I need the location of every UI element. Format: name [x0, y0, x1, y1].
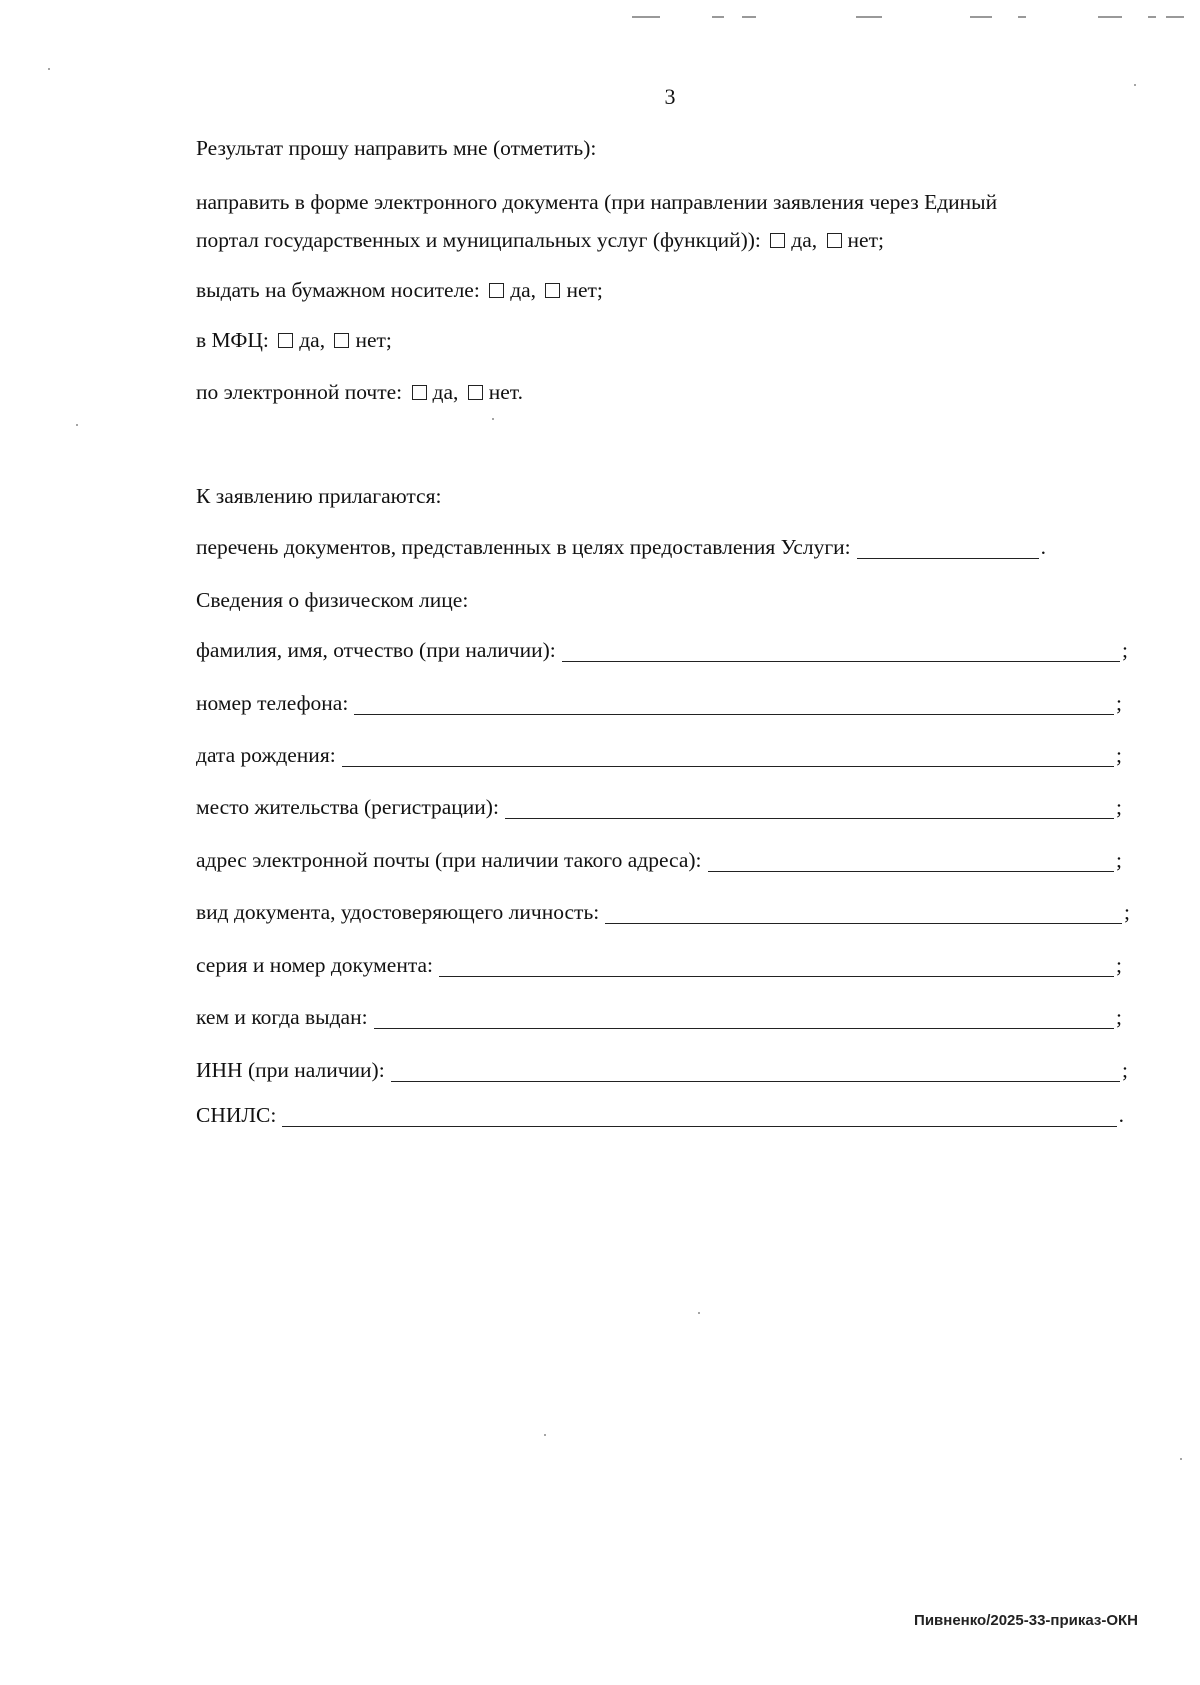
attachments-heading: К заявлению прилагаются: — [196, 484, 442, 508]
email-option — [196, 382, 523, 404]
documents-list-row — [196, 537, 1046, 559]
page-number: 3 — [664, 84, 676, 109]
issued-by-date-row — [196, 1007, 1122, 1029]
scan-artifact — [1098, 16, 1122, 18]
line-end: ; — [1116, 848, 1122, 872]
mfc-option-label: в МФЦ: — [196, 328, 269, 352]
scan-artifact — [712, 16, 724, 18]
full-name-field[interactable] — [562, 643, 1120, 662]
yes-label: да, — [510, 278, 537, 302]
scan-artifact — [1180, 1458, 1182, 1460]
residence-field[interactable] — [505, 800, 1114, 819]
scan-artifact — [856, 16, 882, 18]
residence-row — [196, 797, 1122, 819]
no-label: нет; — [355, 328, 392, 352]
phone-field[interactable] — [354, 696, 1114, 715]
email-address-field[interactable] — [708, 853, 1115, 872]
full-name-label: фамилия, имя, отчество (при наличии): — [196, 638, 556, 662]
checkbox-yes[interactable] — [278, 333, 293, 348]
snils-field[interactable] — [282, 1108, 1116, 1127]
checkbox-no[interactable] — [334, 333, 349, 348]
mfc-option — [196, 330, 392, 352]
yes-label: да, — [791, 228, 818, 252]
inn-label: ИНН (при наличии): — [196, 1058, 385, 1082]
scan-artifact — [970, 16, 992, 18]
scan-artifact — [76, 424, 78, 426]
line-end: . — [1118, 1103, 1124, 1127]
inn-row — [196, 1060, 1128, 1082]
documents-list-field[interactable] — [857, 540, 1039, 559]
electronic-option — [196, 230, 884, 252]
scan-artifact — [698, 1312, 700, 1314]
line-end: ; — [1116, 1005, 1122, 1029]
checkbox-no[interactable] — [827, 233, 842, 248]
scan-artifact — [48, 68, 50, 70]
checkbox-yes[interactable] — [489, 283, 504, 298]
no-label: нет. — [488, 380, 523, 404]
line-end: ; — [1116, 691, 1122, 715]
line-end: ; — [1124, 900, 1130, 924]
line-end: . — [1040, 535, 1047, 559]
scan-artifact — [1148, 16, 1156, 18]
paper-option — [196, 280, 603, 302]
snils-row — [196, 1105, 1124, 1127]
checkbox-yes[interactable] — [412, 385, 427, 400]
no-label: нет; — [566, 278, 603, 302]
phone-label: номер телефона: — [196, 691, 349, 715]
line-end: ; — [1122, 1058, 1128, 1082]
scan-artifact — [492, 418, 494, 420]
birth-date-row — [196, 745, 1122, 767]
birth-date-label: дата рождения: — [196, 743, 336, 767]
scan-artifact — [1018, 16, 1026, 18]
yes-label: да, — [299, 328, 326, 352]
no-label: нет; — [847, 228, 884, 252]
line-end: ; — [1116, 795, 1122, 819]
result-heading: Результат прошу направить мне (отметить): — [196, 136, 597, 160]
checkbox-yes[interactable] — [770, 233, 785, 248]
birth-date-field[interactable] — [342, 748, 1114, 767]
documents-list-label: перечень документов, представленных в целях предоставления Услуги: — [196, 535, 851, 559]
document-series-number-label: серия и номер документа: — [196, 953, 433, 977]
issued-by-date-field[interactable] — [374, 1010, 1114, 1029]
residence-label: место жительства (регистрации): — [196, 795, 499, 819]
scan-artifact — [544, 1434, 546, 1436]
document-series-number-field[interactable] — [439, 958, 1114, 977]
email-option-label: по электронной почте: — [196, 380, 403, 404]
paper-option-label: выдать на бумажном носителе: — [196, 278, 480, 302]
snils-label: СНИЛС: — [196, 1103, 277, 1127]
inn-field[interactable] — [391, 1063, 1120, 1082]
scan-artifact — [632, 16, 660, 18]
id-document-type-label: вид документа, удостоверяющего личность: — [196, 900, 600, 924]
scan-artifact — [742, 16, 756, 18]
scan-artifact — [1166, 16, 1184, 18]
document-series-number-row — [196, 955, 1122, 977]
id-document-type-field[interactable] — [605, 905, 1122, 924]
yes-label: да, — [432, 380, 459, 404]
issued-by-date-label: кем и когда выдан: — [196, 1005, 368, 1029]
electronic-option-line1: направить в форме электронного документа (при направлении заявления через Единый — [196, 190, 998, 214]
full-name-row — [196, 640, 1128, 662]
phone-row — [196, 693, 1122, 715]
checkbox-no[interactable] — [468, 385, 483, 400]
line-end: ; — [1116, 953, 1122, 977]
id-document-type-row — [196, 902, 1130, 924]
line-end: ; — [1116, 743, 1122, 767]
checkbox-no[interactable] — [545, 283, 560, 298]
email-address-label: адрес электронной почты (при наличии такого адреса): — [196, 848, 702, 872]
electronic-option-line2: портал государственных и муниципальных услуг (функций)): — [196, 228, 761, 252]
footer-code: Пивненко/2025-33-приказ-ОКН — [914, 1612, 1138, 1629]
person-heading: Сведения о физическом лице: — [196, 588, 469, 612]
email-address-row — [196, 850, 1122, 872]
line-end: ; — [1122, 638, 1128, 662]
